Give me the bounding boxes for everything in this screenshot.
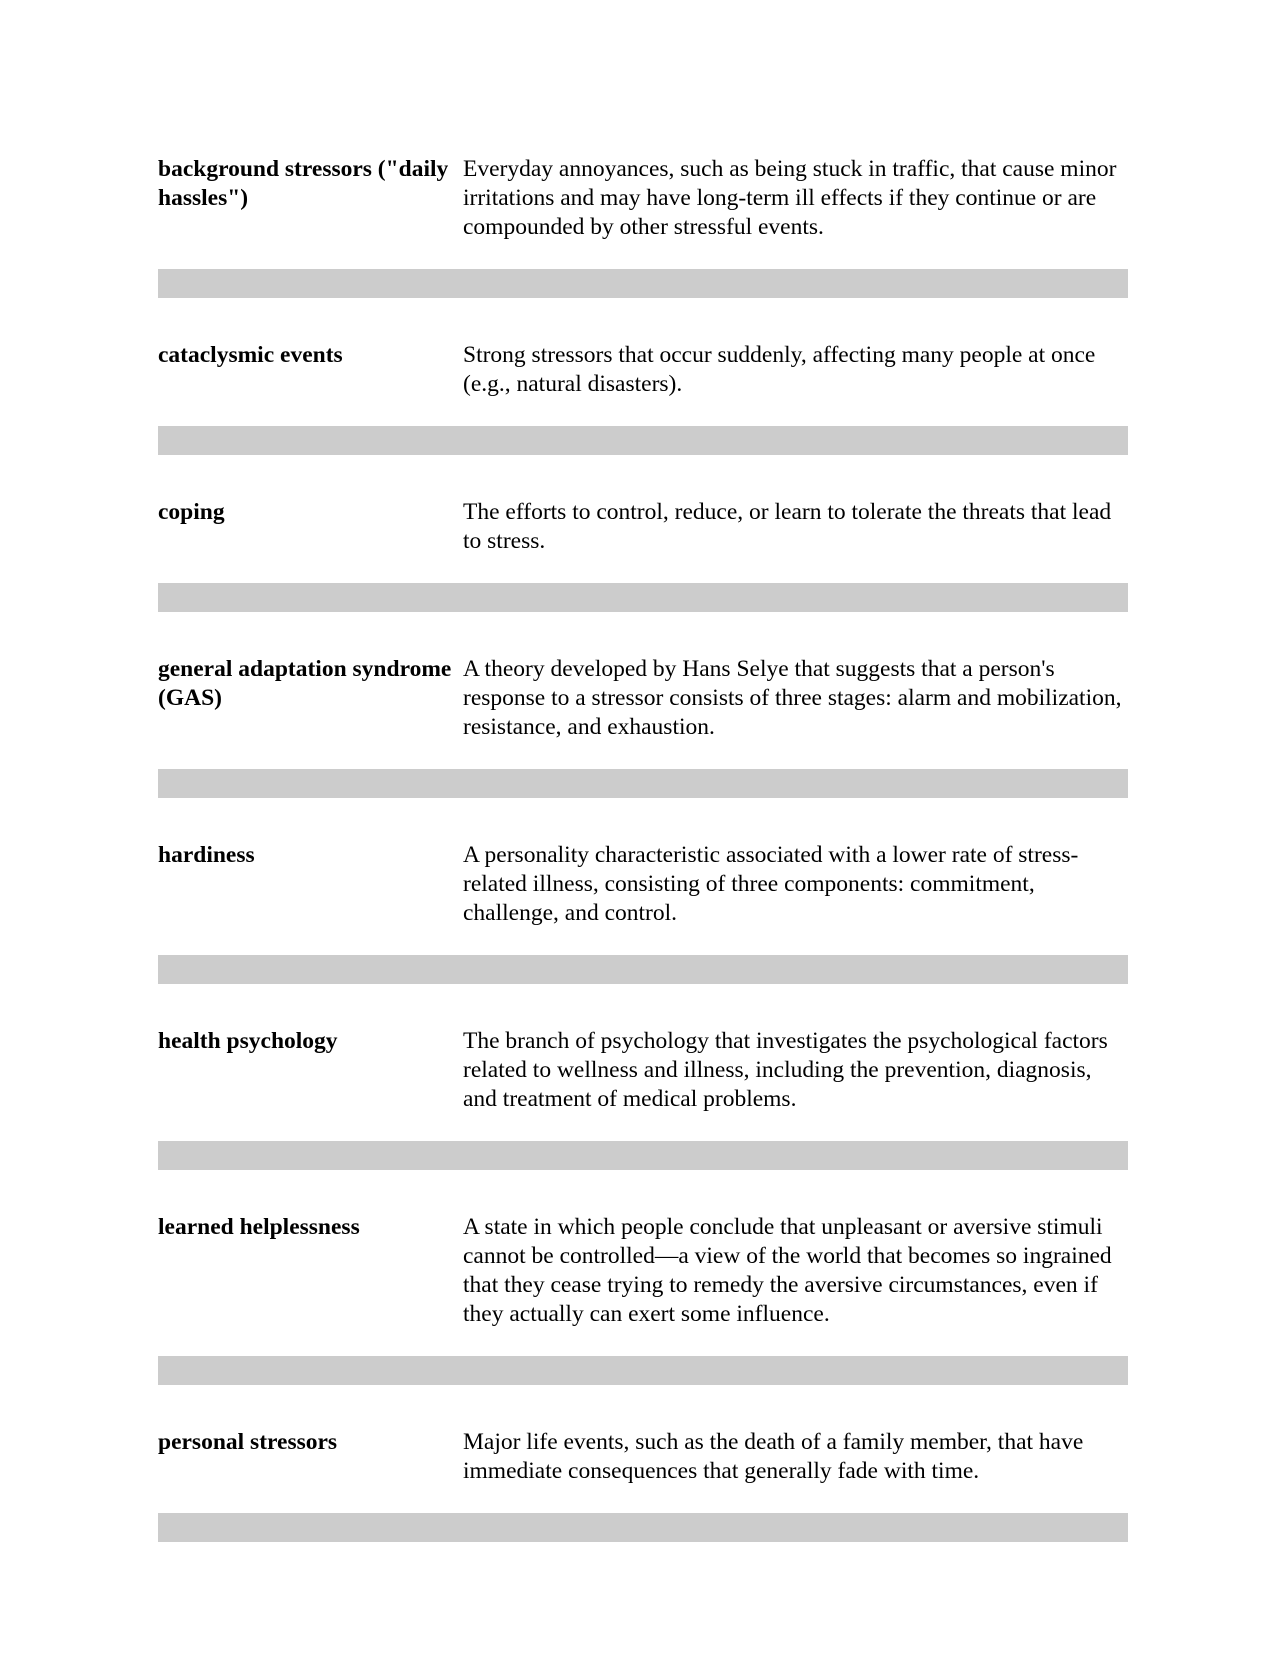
glossary-definition: The branch of psychology that investigates the psychological factors related to wellness and illness, including the prevention, diagnosis, and treatment of medical problems. bbox=[463, 1028, 1108, 1112]
row-separator bbox=[158, 955, 1128, 984]
glossary-term: cataclysmic events bbox=[158, 342, 343, 368]
row-separator bbox=[158, 1356, 1128, 1385]
glossary-term: hardiness bbox=[158, 842, 255, 868]
row-separator bbox=[158, 426, 1128, 455]
glossary-term: health psychology bbox=[158, 1028, 338, 1054]
glossary-definition: Major life events, such as the death of a family member, that have immediate consequences that generally fade with time. bbox=[463, 1429, 1084, 1484]
glossary-entry bbox=[158, 1027, 1128, 1114]
glossary-definition: The efforts to control, reduce, or learn to tolerate the threats that lead to stress. bbox=[463, 499, 1112, 554]
glossary-entry bbox=[158, 1428, 1128, 1486]
glossary-term: personal stressors bbox=[158, 1429, 338, 1455]
glossary-entry bbox=[158, 155, 1128, 242]
glossary-definition: Strong stressors that occur suddenly, affecting many people at once (e.g., natural disasters). bbox=[463, 342, 1096, 397]
glossary-term: general adaptation syndrome (GAS) bbox=[158, 656, 452, 711]
glossary-term: background stressors ("daily hassles") bbox=[158, 156, 449, 211]
glossary-term: learned helplessness bbox=[158, 1214, 360, 1240]
row-separator bbox=[158, 583, 1128, 612]
glossary-entry bbox=[158, 341, 1128, 399]
row-separator bbox=[158, 1141, 1128, 1170]
glossary-entry bbox=[158, 841, 1128, 928]
glossary-definition: A personality characteristic associated with a lower rate of stress-related illness, consisting of three components: commitment, challenge, and control. bbox=[463, 842, 1079, 926]
glossary-definition: A state in which people conclude that unpleasant or aversive stimuli cannot be controlled—a view of the world that becomes so ingrained that they cease trying to remedy the aversive circumstances, even if they actually can exert some influence. bbox=[463, 1214, 1112, 1327]
glossary-definition: Everyday annoyances, such as being stuck in traffic, that cause minor irritations and may have long-term ill effects if they continue or are compounded by other stressful events. bbox=[463, 156, 1117, 240]
glossary-entry bbox=[158, 655, 1128, 742]
glossary-definition: A theory developed by Hans Selye that suggests that a person's response to a stressor consists of three stages: alarm and mobilization, resistance, and exhaustion. bbox=[463, 656, 1122, 740]
glossary-list bbox=[158, 155, 1128, 1585]
glossary-term: coping bbox=[158, 499, 225, 525]
row-separator bbox=[158, 1513, 1128, 1542]
glossary-entry bbox=[158, 1213, 1128, 1329]
row-separator bbox=[158, 769, 1128, 798]
row-separator bbox=[158, 269, 1128, 298]
glossary-entry bbox=[158, 498, 1128, 556]
